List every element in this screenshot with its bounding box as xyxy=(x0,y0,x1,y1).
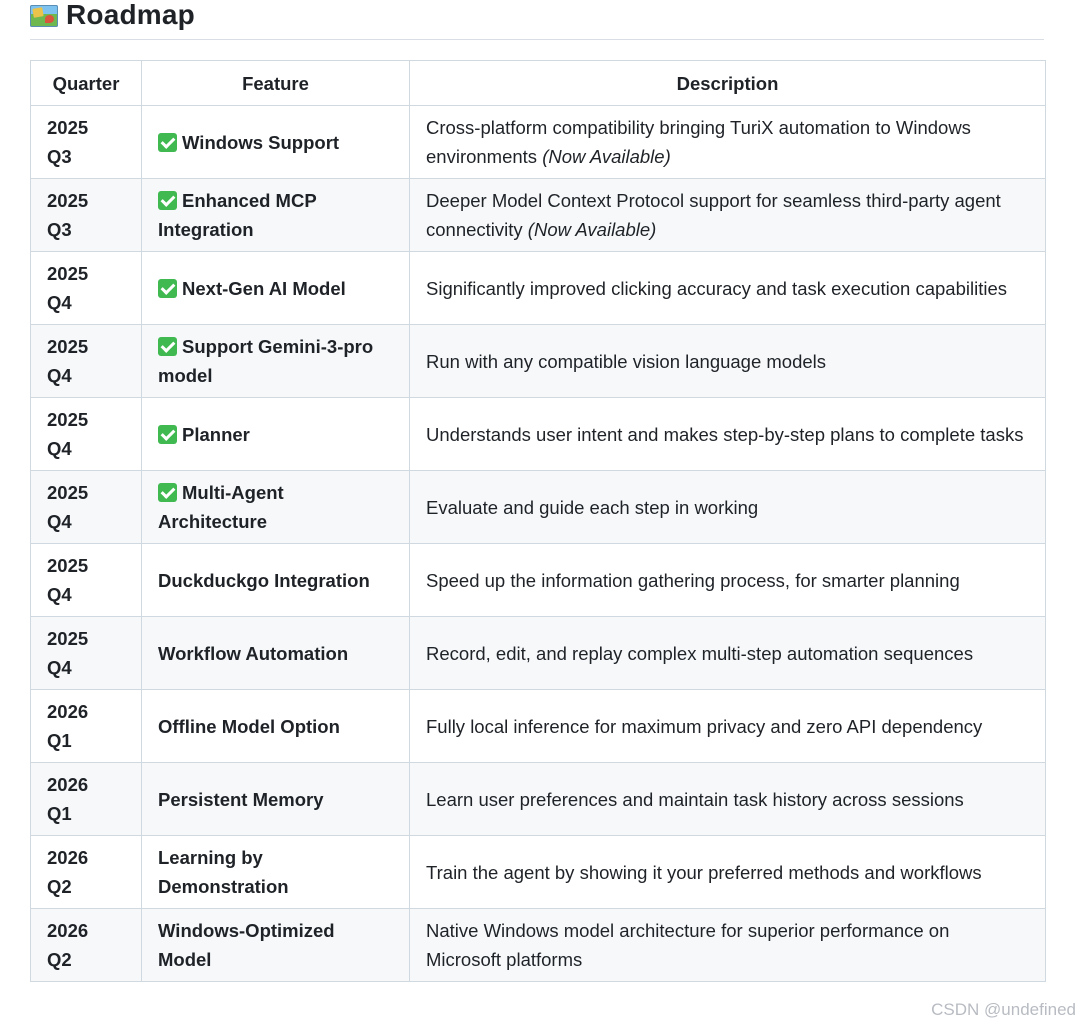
feature-name: Next-Gen AI Model xyxy=(182,277,346,299)
quarter-label: Q1 xyxy=(47,803,72,824)
description-cell xyxy=(410,252,1046,325)
description-text: Train the agent by showing it your preferred methods and workflows xyxy=(426,861,982,883)
feature-name: Workflow Automation xyxy=(158,642,349,664)
quarter-cell xyxy=(31,252,142,325)
feature-name: Offline Model Option xyxy=(158,715,340,737)
feature-name: Learning by Demonstration xyxy=(158,847,289,897)
quarter-label: Q4 xyxy=(47,657,72,678)
check-mark-icon xyxy=(158,337,177,356)
table-row xyxy=(31,471,1046,544)
quarter-year: 2025 xyxy=(47,336,89,357)
description-cell xyxy=(410,179,1046,252)
feature-cell xyxy=(142,179,410,252)
feature-name: Enhanced MCP Integration xyxy=(158,190,317,240)
feature-cell xyxy=(142,325,410,398)
quarter-year: 2026 xyxy=(47,847,89,868)
feature-cell xyxy=(142,836,410,909)
quarter-year: 2025 xyxy=(47,482,89,503)
quarter-label: Q3 xyxy=(47,219,72,240)
watermark: CSDN @undefined xyxy=(931,1000,1076,1019)
description-cell xyxy=(410,617,1046,690)
description-text: Learn user preferences and maintain task history across sessions xyxy=(426,788,964,810)
availability-note: (Now Available) xyxy=(542,146,671,167)
check-mark-icon xyxy=(158,483,177,502)
quarter-cell xyxy=(31,690,142,763)
quarter-cell xyxy=(31,471,142,544)
table-row xyxy=(31,544,1046,617)
description-text: Understands user intent and makes step-by-step plans to complete tasks xyxy=(426,423,1024,445)
roadmap-table xyxy=(30,60,1046,982)
quarter-label: Q4 xyxy=(47,584,72,605)
feature-cell xyxy=(142,106,410,179)
feature-cell xyxy=(142,252,410,325)
quarter-cell xyxy=(31,909,142,982)
description-cell xyxy=(410,398,1046,471)
table-row xyxy=(31,325,1046,398)
table-row xyxy=(31,106,1046,179)
description-cell xyxy=(410,106,1046,179)
quarter-cell xyxy=(31,763,142,836)
description-text: Speed up the information gathering process, for smarter planning xyxy=(426,569,960,591)
availability-note: (Now Available) xyxy=(527,219,657,240)
quarter-year: 2026 xyxy=(47,920,89,941)
table-body xyxy=(31,106,1046,982)
table-row xyxy=(31,690,1046,763)
description-text: Run with any compatible vision language models xyxy=(426,350,827,372)
description-text: Native Windows model architecture for superior performance on Microsoft platforms xyxy=(426,920,950,970)
feature-cell xyxy=(142,617,410,690)
feature-cell xyxy=(142,763,410,836)
quarter-year: 2025 xyxy=(47,117,89,138)
feature-name: Windows-Optimized Model xyxy=(158,920,335,970)
description-cell xyxy=(410,836,1046,909)
roadmap-heading xyxy=(30,0,1044,40)
check-mark-icon xyxy=(158,425,177,444)
table-row xyxy=(31,836,1046,909)
description-cell xyxy=(410,471,1046,544)
column-header-description: Description xyxy=(410,61,1046,106)
table-row xyxy=(31,909,1046,982)
quarter-cell xyxy=(31,106,142,179)
description-text: Evaluate and guide each step in working xyxy=(426,496,759,518)
feature-name: Planner xyxy=(182,423,250,445)
quarter-year: 2026 xyxy=(47,774,89,795)
quarter-label: Q4 xyxy=(47,511,72,532)
quarter-year: 2025 xyxy=(47,628,89,649)
description-text: Deeper Model Context Protocol support for seamless third-party agent connectivity xyxy=(426,190,1001,240)
description-text: Record, edit, and replay complex multi-step automation sequences xyxy=(426,642,974,664)
feature-cell xyxy=(142,471,410,544)
table-row xyxy=(31,617,1046,690)
quarter-cell xyxy=(31,398,142,471)
quarter-label: Q4 xyxy=(47,365,72,386)
quarter-year: 2025 xyxy=(47,409,89,430)
feature-name: Support Gemini-3-pro model xyxy=(158,336,374,386)
table-header-row xyxy=(31,61,1046,106)
description-cell xyxy=(410,763,1046,836)
description-text: Significantly improved clicking accuracy and task execution capabilities xyxy=(426,277,1007,299)
page-title: Roadmap xyxy=(66,0,195,30)
quarter-label: Q2 xyxy=(47,949,72,970)
description-cell xyxy=(410,690,1046,763)
quarter-label: Q4 xyxy=(47,292,72,313)
quarter-year: 2026 xyxy=(47,701,89,722)
description-text: Cross-platform compatibility bringing TuriX automation to Windows environments xyxy=(426,117,971,167)
check-mark-icon xyxy=(158,133,177,152)
quarter-label: Q2 xyxy=(47,876,72,897)
column-header-quarter: Quarter xyxy=(31,61,142,106)
feature-cell xyxy=(142,909,410,982)
description-text: Fully local inference for maximum privacy and zero API dependency xyxy=(426,715,983,737)
check-mark-icon xyxy=(158,279,177,298)
feature-name: Duckduckgo Integration xyxy=(158,569,370,591)
feature-name: Persistent Memory xyxy=(158,788,324,810)
feature-name: Multi-Agent Architecture xyxy=(158,482,284,532)
column-header-feature: Feature xyxy=(142,61,410,106)
check-mark-icon xyxy=(158,191,177,210)
table-row xyxy=(31,252,1046,325)
quarter-year: 2025 xyxy=(47,190,89,211)
table-row xyxy=(31,179,1046,252)
quarter-cell xyxy=(31,836,142,909)
description-cell xyxy=(410,325,1046,398)
table-row xyxy=(31,763,1046,836)
quarter-cell xyxy=(31,544,142,617)
quarter-year: 2025 xyxy=(47,263,89,284)
feature-cell xyxy=(142,690,410,763)
quarter-label: Q1 xyxy=(47,730,72,751)
quarter-year: 2025 xyxy=(47,555,89,576)
quarter-cell xyxy=(31,325,142,398)
quarter-label: Q4 xyxy=(47,438,72,459)
feature-name: Windows Support xyxy=(182,131,340,153)
quarter-cell xyxy=(31,179,142,252)
table-row xyxy=(31,398,1046,471)
feature-cell xyxy=(142,398,410,471)
description-cell xyxy=(410,544,1046,617)
map-icon xyxy=(30,5,58,27)
quarter-label: Q3 xyxy=(47,146,72,167)
description-cell xyxy=(410,909,1046,982)
quarter-cell xyxy=(31,617,142,690)
feature-cell xyxy=(142,544,410,617)
